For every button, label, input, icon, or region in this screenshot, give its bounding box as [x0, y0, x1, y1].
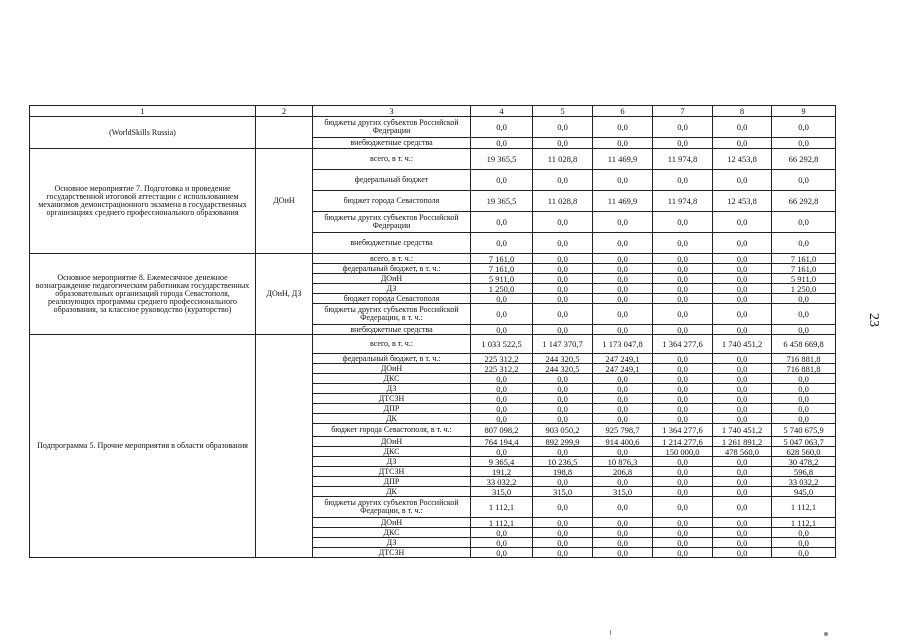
amount-cell: 66 292,8: [772, 149, 836, 170]
funding-source: внебюджетные средства: [313, 325, 471, 335]
amount-cell: 0,0: [533, 294, 593, 304]
amount-cell: 0,0: [533, 447, 593, 457]
amount-cell: 7 161,0: [471, 254, 533, 264]
amount-cell: 0,0: [772, 294, 836, 304]
amount-cell: 0,0: [653, 538, 713, 548]
amount-cell: 0,0: [533, 170, 593, 191]
amount-cell: 0,0: [533, 325, 593, 335]
amount-cell: 0,0: [593, 170, 653, 191]
amount-cell: 0,0: [533, 374, 593, 384]
amount-cell: 945,0: [772, 487, 836, 497]
scan-mark: [610, 630, 611, 635]
amount-cell: 0,0: [772, 548, 836, 558]
funding-source: ДКС: [313, 447, 471, 457]
amount-cell: 244 320,5: [533, 354, 593, 364]
amount-cell: 1 261 891,2: [713, 437, 772, 447]
table-row: [30, 254, 836, 264]
amount-cell: 0,0: [593, 374, 653, 384]
amount-cell: 33 032,2: [471, 477, 533, 487]
amount-cell: 0,0: [653, 497, 713, 518]
executor: ДОиН: [256, 149, 313, 254]
amount-cell: 0,0: [653, 294, 713, 304]
amount-cell: 247 249,1: [593, 354, 653, 364]
amount-cell: 0,0: [471, 117, 533, 138]
funding-source: всего, в т. ч.:: [313, 149, 471, 170]
amount-cell: 11 974,8: [653, 149, 713, 170]
amount-cell: 0,0: [533, 304, 593, 325]
amount-cell: 0,0: [772, 233, 836, 254]
amount-cell: 1 250,0: [772, 284, 836, 294]
amount-cell: 0,0: [593, 254, 653, 264]
amount-cell: 0,0: [713, 548, 772, 558]
amount-cell: 206,8: [593, 467, 653, 477]
amount-cell: 0,0: [713, 284, 772, 294]
funding-source: бюджет города Севастополя: [313, 294, 471, 304]
amount-cell: 596,8: [772, 467, 836, 477]
funding-source: ДК: [313, 414, 471, 424]
amount-cell: 0,0: [653, 304, 713, 325]
funding-source: бюджеты других субъектов Российской Федерации, в т. ч.:: [313, 497, 471, 518]
column-header: 4: [471, 106, 533, 117]
amount-cell: 1 147 370,7: [533, 335, 593, 354]
amount-cell: 11 028,8: [533, 191, 593, 212]
amount-cell: 0,0: [471, 414, 533, 424]
funding-source: ДОиН: [313, 364, 471, 374]
amount-cell: 1 250,0: [471, 284, 533, 294]
amount-cell: 0,0: [593, 538, 653, 548]
amount-cell: 0,0: [713, 384, 772, 394]
amount-cell: 11 974,8: [653, 191, 713, 212]
amount-cell: 0,0: [593, 518, 653, 528]
funding-source: внебюджетные средства: [313, 138, 471, 149]
amount-cell: 198,8: [533, 467, 593, 477]
amount-cell: 0,0: [653, 394, 713, 404]
amount-cell: 0,0: [471, 304, 533, 325]
amount-cell: 0,0: [713, 117, 772, 138]
amount-cell: 0,0: [713, 374, 772, 384]
amount-cell: 5 047 063,7: [772, 437, 836, 447]
amount-cell: 315,0: [471, 487, 533, 497]
amount-cell: 0,0: [593, 233, 653, 254]
table-row: [30, 335, 836, 354]
amount-cell: 0,0: [593, 138, 653, 149]
amount-cell: 0,0: [713, 477, 772, 487]
amount-cell: 10 876,3: [593, 457, 653, 467]
amount-cell: 903 050,2: [533, 424, 593, 437]
amount-cell: 1 112,1: [471, 518, 533, 528]
amount-cell: 0,0: [653, 325, 713, 335]
amount-cell: 0,0: [713, 325, 772, 335]
amount-cell: 11 028,8: [533, 149, 593, 170]
amount-cell: 0,0: [713, 274, 772, 284]
amount-cell: 0,0: [713, 264, 772, 274]
amount-cell: 11 469,9: [593, 191, 653, 212]
amount-cell: 5 911,0: [772, 274, 836, 284]
amount-cell: 0,0: [713, 212, 772, 233]
amount-cell: 0,0: [593, 384, 653, 394]
amount-cell: 628 560,0: [772, 447, 836, 457]
amount-cell: 0,0: [593, 548, 653, 558]
amount-cell: 0,0: [533, 212, 593, 233]
executor: [256, 117, 313, 149]
amount-cell: 150 000,0: [653, 447, 713, 457]
funding-source: федеральный бюджет, в т. ч.:: [313, 354, 471, 364]
activity-name: Подпрограмма 5. Прочие мероприятия в области образования: [30, 335, 256, 558]
amount-cell: 0,0: [772, 212, 836, 233]
funding-source: ДОиН: [313, 274, 471, 284]
amount-cell: 0,0: [772, 170, 836, 191]
funding-source: бюджеты других субъектов Российской Федерации: [313, 212, 471, 233]
amount-cell: 0,0: [713, 170, 772, 191]
amount-cell: 0,0: [533, 384, 593, 394]
amount-cell: 7 161,0: [772, 254, 836, 264]
amount-cell: 0,0: [471, 384, 533, 394]
amount-cell: 0,0: [713, 518, 772, 528]
amount-cell: 0,0: [471, 548, 533, 558]
amount-cell: 1 173 047,8: [593, 335, 653, 354]
amount-cell: 0,0: [653, 264, 713, 274]
amount-cell: 914 400,6: [593, 437, 653, 447]
amount-cell: 315,0: [533, 487, 593, 497]
amount-cell: 0,0: [772, 384, 836, 394]
amount-cell: 0,0: [653, 467, 713, 477]
amount-cell: 0,0: [653, 274, 713, 284]
amount-cell: 925 798,7: [593, 424, 653, 437]
amount-cell: 478 560,0: [713, 447, 772, 457]
amount-cell: 0,0: [772, 538, 836, 548]
amount-cell: 0,0: [653, 254, 713, 264]
amount-cell: 0,0: [772, 304, 836, 325]
amount-cell: 0,0: [772, 528, 836, 538]
funding-source: всего, в т. ч.:: [313, 254, 471, 264]
funding-source: ДК: [313, 487, 471, 497]
amount-cell: 0,0: [533, 518, 593, 528]
amount-cell: 10 236,5: [533, 457, 593, 467]
funding-source: ДТСЗН: [313, 548, 471, 558]
amount-cell: 33 032,2: [772, 477, 836, 487]
amount-cell: 0,0: [593, 274, 653, 284]
amount-cell: 1 112,1: [772, 497, 836, 518]
amount-cell: 225 312,2: [471, 364, 533, 374]
amount-cell: 0,0: [653, 518, 713, 528]
amount-cell: 0,0: [533, 394, 593, 404]
amount-cell: 0,0: [471, 528, 533, 538]
funding-source: внебюджетные средства: [313, 233, 471, 254]
funding-source: ДПР: [313, 404, 471, 414]
amount-cell: 11 469,9: [593, 149, 653, 170]
page-number: 23: [866, 313, 881, 327]
amount-cell: 0,0: [471, 233, 533, 254]
table-row: [30, 149, 836, 170]
amount-cell: 1 364 277,6: [653, 424, 713, 437]
funding-source: ДТСЗН: [313, 394, 471, 404]
amount-cell: 0,0: [471, 170, 533, 191]
column-header: 3: [313, 106, 471, 117]
amount-cell: 0,0: [713, 404, 772, 414]
amount-cell: 7 161,0: [772, 264, 836, 274]
amount-cell: 0,0: [653, 404, 713, 414]
amount-cell: 0,0: [471, 447, 533, 457]
amount-cell: 0,0: [653, 233, 713, 254]
scan-mark: [824, 632, 828, 636]
amount-cell: 0,0: [653, 117, 713, 138]
amount-cell: 0,0: [593, 404, 653, 414]
amount-cell: 0,0: [593, 212, 653, 233]
amount-cell: 0,0: [593, 264, 653, 274]
amount-cell: 0,0: [593, 414, 653, 424]
executor: ДОиН, ДЗ: [256, 254, 313, 335]
amount-cell: 19 365,5: [471, 191, 533, 212]
amount-cell: 0,0: [713, 487, 772, 497]
header-row: [30, 106, 836, 117]
column-header: 5: [533, 106, 593, 117]
amount-cell: 0,0: [533, 528, 593, 538]
amount-cell: 0,0: [593, 447, 653, 457]
amount-cell: 0,0: [772, 138, 836, 149]
amount-cell: 0,0: [653, 528, 713, 538]
amount-cell: 764 194,4: [471, 437, 533, 447]
funding-source: ДЗ: [313, 457, 471, 467]
funding-source: ДОиН: [313, 518, 471, 528]
funding-source: ДОиН: [313, 437, 471, 447]
funding-source: всего, в т. ч.:: [313, 335, 471, 354]
amount-cell: 0,0: [533, 233, 593, 254]
amount-cell: 716 881,8: [772, 364, 836, 374]
amount-cell: 30 478,2: [772, 457, 836, 467]
amount-cell: 0,0: [713, 138, 772, 149]
amount-cell: 0,0: [471, 212, 533, 233]
amount-cell: 0,0: [713, 467, 772, 477]
funding-source: ДКС: [313, 528, 471, 538]
funding-source: ДКС: [313, 374, 471, 384]
amount-cell: 0,0: [533, 548, 593, 558]
amount-cell: 0,0: [593, 394, 653, 404]
amount-cell: 0,0: [471, 394, 533, 404]
amount-cell: 12 453,8: [713, 191, 772, 212]
amount-cell: 0,0: [533, 538, 593, 548]
funding-source: бюджет города Севастополя, в т. ч.:: [313, 424, 471, 437]
activity-name: Основное мероприятие 8. Ежемесячное денежное вознаграждение педагогическим работникам государственных образовательных организаций города Севастополя, реализующих программы среднего профессионального образования, за классное руководство (кураторство): [30, 254, 256, 335]
amount-cell: 807 098,2: [471, 424, 533, 437]
amount-cell: 0,0: [653, 170, 713, 191]
amount-cell: 0,0: [772, 394, 836, 404]
amount-cell: 0,0: [653, 284, 713, 294]
amount-cell: 0,0: [713, 497, 772, 518]
amount-cell: 0,0: [772, 374, 836, 384]
amount-cell: 1 112,1: [772, 518, 836, 528]
amount-cell: 0,0: [713, 364, 772, 374]
amount-cell: 1 112,1: [471, 497, 533, 518]
amount-cell: 0,0: [593, 304, 653, 325]
amount-cell: 12 453,8: [713, 149, 772, 170]
amount-cell: 0,0: [772, 117, 836, 138]
amount-cell: 1 740 451,2: [713, 424, 772, 437]
amount-cell: 0,0: [713, 394, 772, 404]
amount-cell: 0,0: [471, 325, 533, 335]
funding-source: бюджеты других субъектов Российской Федерации, в т. ч.:: [313, 304, 471, 325]
funding-source: бюджеты других субъектов Российской Федерации: [313, 117, 471, 138]
amount-cell: 0,0: [653, 457, 713, 467]
amount-cell: 6 458 669,8: [772, 335, 836, 354]
activity-name: Основное мероприятие 7. Подготовка и проведение государственной итоговой аттестации с использованием механизмов демонстрационного экзамена в государственных организациях среднего профессионального образования: [30, 149, 256, 254]
amount-cell: 1 033 522,5: [471, 335, 533, 354]
amount-cell: 7 161,0: [471, 264, 533, 274]
amount-cell: 19 365,5: [471, 149, 533, 170]
amount-cell: 892 299,9: [533, 437, 593, 447]
amount-cell: 0,0: [653, 487, 713, 497]
amount-cell: 1 214 277,6: [653, 437, 713, 447]
amount-cell: 0,0: [653, 212, 713, 233]
column-header: 7: [653, 106, 713, 117]
amount-cell: 0,0: [533, 497, 593, 518]
amount-cell: 315,0: [593, 487, 653, 497]
amount-cell: 0,0: [653, 548, 713, 558]
amount-cell: 0,0: [593, 325, 653, 335]
amount-cell: 0,0: [713, 528, 772, 538]
funding-source: ДПР: [313, 477, 471, 487]
amount-cell: 1 364 277,6: [653, 335, 713, 354]
amount-cell: 0,0: [713, 254, 772, 264]
amount-cell: 0,0: [713, 304, 772, 325]
amount-cell: 0,0: [593, 284, 653, 294]
amount-cell: 0,0: [471, 404, 533, 414]
funding-source: ДТСЗН: [313, 467, 471, 477]
amount-cell: 0,0: [533, 254, 593, 264]
amount-cell: 716 881,8: [772, 354, 836, 364]
amount-cell: 66 292,8: [772, 191, 836, 212]
amount-cell: 0,0: [593, 117, 653, 138]
amount-cell: 0,0: [713, 354, 772, 364]
amount-cell: 191,2: [471, 467, 533, 477]
amount-cell: 0,0: [533, 284, 593, 294]
amount-cell: 0,0: [713, 414, 772, 424]
amount-cell: 0,0: [772, 404, 836, 414]
amount-cell: 0,0: [653, 374, 713, 384]
amount-cell: 0,0: [593, 497, 653, 518]
amount-cell: 0,0: [713, 294, 772, 304]
amount-cell: 5 740 675,9: [772, 424, 836, 437]
executor: [256, 335, 313, 558]
funding-source: ДЗ: [313, 538, 471, 548]
amount-cell: 0,0: [713, 457, 772, 467]
amount-cell: 1 740 451,2: [713, 335, 772, 354]
amount-cell: 0,0: [653, 384, 713, 394]
amount-cell: 9 365,4: [471, 457, 533, 467]
amount-cell: 0,0: [533, 264, 593, 274]
amount-cell: 0,0: [533, 138, 593, 149]
budget-table: [29, 105, 836, 558]
amount-cell: 244 320,5: [533, 364, 593, 374]
funding-source: федеральный бюджет: [313, 170, 471, 191]
column-header: 1: [30, 106, 256, 117]
amount-cell: 0,0: [533, 404, 593, 414]
amount-cell: 0,0: [772, 414, 836, 424]
amount-cell: 0,0: [471, 138, 533, 149]
amount-cell: 0,0: [593, 528, 653, 538]
amount-cell: 0,0: [713, 538, 772, 548]
amount-cell: 247 249,1: [593, 364, 653, 374]
column-header: 8: [713, 106, 772, 117]
amount-cell: 0,0: [533, 117, 593, 138]
amount-cell: 0,0: [653, 138, 713, 149]
amount-cell: 0,0: [653, 354, 713, 364]
amount-cell: 225 312,2: [471, 354, 533, 364]
amount-cell: 0,0: [653, 477, 713, 487]
amount-cell: 0,0: [593, 294, 653, 304]
amount-cell: 0,0: [533, 414, 593, 424]
amount-cell: 0,0: [713, 233, 772, 254]
amount-cell: 0,0: [533, 274, 593, 284]
amount-cell: 0,0: [471, 374, 533, 384]
amount-cell: 5 911,0: [471, 274, 533, 284]
column-header: 2: [256, 106, 313, 117]
amount-cell: 0,0: [593, 477, 653, 487]
table-row: [30, 117, 836, 138]
funding-source: ДЗ: [313, 384, 471, 394]
funding-source: бюджет города Севастополя: [313, 191, 471, 212]
column-header: 9: [772, 106, 836, 117]
amount-cell: 0,0: [471, 538, 533, 548]
amount-cell: 0,0: [772, 325, 836, 335]
funding-source: федеральный бюджет, в т. ч.:: [313, 264, 471, 274]
activity-name: (WorldSkills Russia): [30, 117, 256, 149]
amount-cell: 0,0: [653, 414, 713, 424]
amount-cell: 0,0: [653, 364, 713, 374]
amount-cell: 0,0: [471, 294, 533, 304]
column-header: 6: [593, 106, 653, 117]
amount-cell: 0,0: [533, 477, 593, 487]
funding-source: ДЗ: [313, 284, 471, 294]
